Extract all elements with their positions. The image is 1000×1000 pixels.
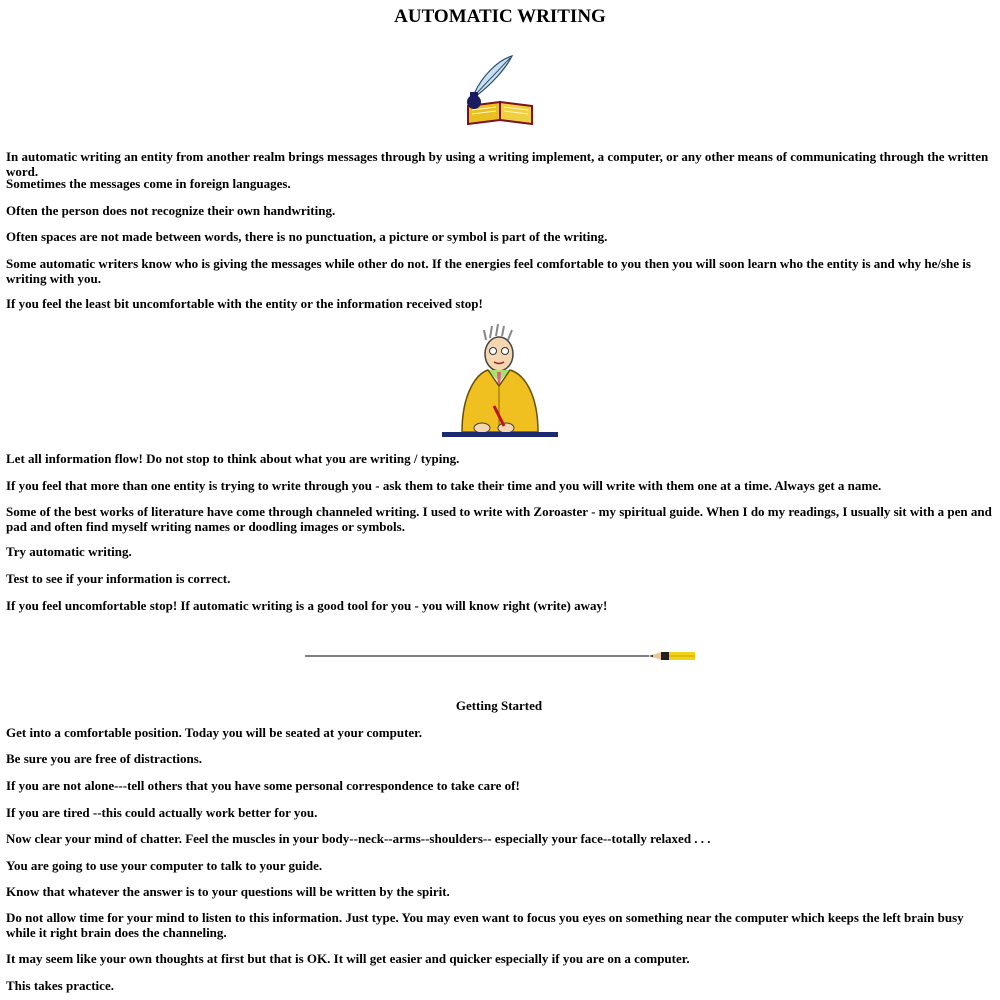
page-title: AUTOMATIC WRITING	[394, 6, 606, 27]
step-paragraph: Know that whatever the answer is to your questions will be written by the spirit.	[6, 884, 450, 899]
step-paragraph: Now clear your mind of chatter. Feel the muscles in your body--neck--arms--shoulders-- especially your face--totally relaxed . . .	[6, 831, 711, 846]
quill-book-icon	[462, 54, 540, 126]
step-paragraph: Get into a comfortable position. Today you will be seated at your computer.	[6, 725, 423, 740]
writer-figure-icon	[442, 324, 558, 438]
step-paragraph: You are going to use your computer to talk to your guide.	[6, 858, 323, 873]
body-paragraph: If you feel that more than one entity is trying to write through you - ask them to take their time and you will write with them one at a time. Always get a name.	[6, 478, 882, 493]
body-paragraph: Some of the best works of literature have come through channeled writing. I used to write with Zoroaster - my spiritual guide. When I do my readings, I usually sit with a pen and pad and often find myself writing names or doodling images or symbols.	[6, 504, 992, 534]
pencil-divider-icon	[305, 650, 697, 664]
intro-paragraph: If you feel the least bit uncomfortable with the entity or the information received stop!	[6, 296, 483, 311]
intro-paragraph: Some automatic writers know who is giving the messages while other do not. If the energies feel comfortable to you then you will soon learn who the entity is and why he/she is writing with you.	[6, 256, 971, 286]
body-paragraph: Let all information flow! Do not stop to think about what you are writing / typing.	[6, 451, 460, 466]
step-paragraph: If you are not alone---tell others that you have some personal correspondence to take care of!	[6, 778, 520, 793]
step-paragraph: Do not allow time for your mind to listen to this information. Just type. You may even want to focus you eyes on something near the computer which keeps the left brain busy while it right brain does the channeling.	[6, 910, 964, 940]
step-paragraph: This takes practice.	[6, 978, 114, 993]
section-heading: Getting Started	[455, 698, 543, 713]
step-paragraph: It may seem like your own thoughts at first but that is OK. It will get easier and quicker especially if you are on a computer.	[6, 951, 690, 966]
body-paragraph: Test to see if your information is correct.	[6, 571, 231, 586]
body-paragraph: If you feel uncomfortable stop! If automatic writing is a good tool for you - you will know right (write) away!	[6, 598, 608, 613]
intro-paragraph: In automatic writing an entity from another realm brings messages through by using a writing implement, a computer, or any other means of communicating through the written word.	[6, 149, 989, 179]
intro-paragraph: Sometimes the messages come in foreign languages.	[6, 176, 291, 191]
step-paragraph: Be sure you are free of distractions.	[6, 751, 203, 766]
body-paragraph: Try automatic writing.	[6, 544, 132, 559]
intro-paragraph: Often spaces are not made between words, there is no punctuation, a picture or symbol is part of the writing.	[6, 229, 608, 244]
intro-paragraph: Often the person does not recognize their own handwriting.	[6, 203, 336, 218]
step-paragraph: If you are tired --this could actually work better for you.	[6, 805, 318, 820]
